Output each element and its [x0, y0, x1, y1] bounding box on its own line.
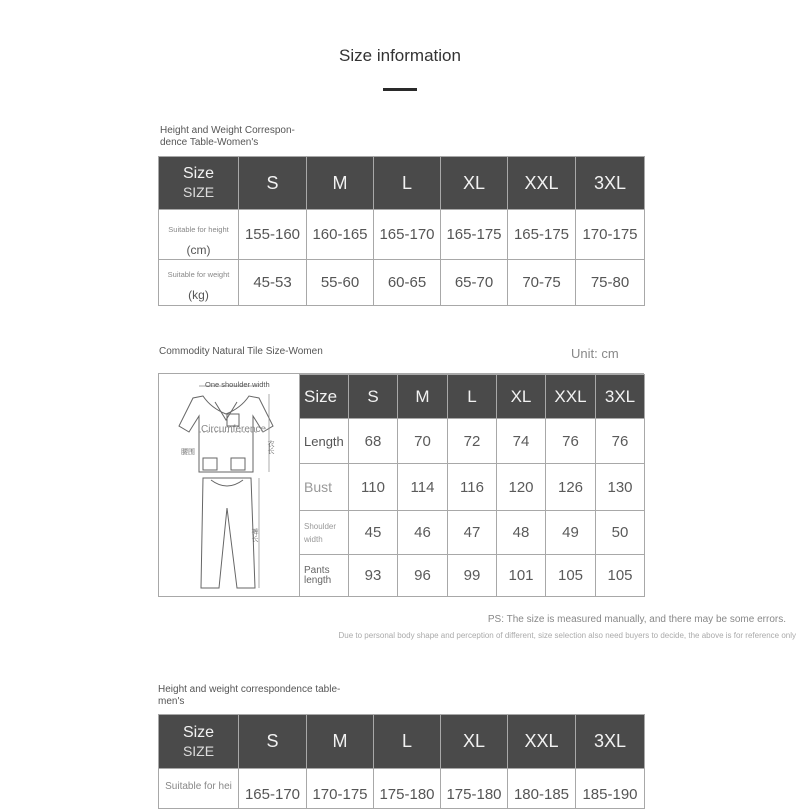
- right-pocket: [231, 458, 245, 470]
- scrubs-illustration: [159, 374, 299, 596]
- size-col-header: L: [374, 157, 441, 210]
- table-cell: 70: [398, 419, 448, 464]
- height-row-label: [159, 769, 239, 809]
- table-cell: 75-80: [576, 260, 645, 306]
- table-cell: 65-70: [441, 260, 508, 306]
- table-cell: 175-180: [374, 769, 441, 809]
- size-col-header: XL: [497, 375, 546, 419]
- length-row-label: Length: [300, 419, 349, 464]
- table-cell: 110: [349, 464, 398, 511]
- length-cn-label: 衣长: [267, 440, 275, 454]
- table-row: [300, 464, 645, 511]
- table-cell: 68: [349, 419, 398, 464]
- table-cell: 45: [349, 511, 398, 555]
- women-hw-caption: [160, 125, 295, 149]
- size-sub-label: SIZE: [182, 742, 215, 759]
- caption-line: Height and Weight Correspon-: [160, 125, 295, 136]
- table-cell: 93: [349, 555, 398, 597]
- table-cell: 120: [497, 464, 546, 511]
- pants-row-label: [300, 555, 349, 597]
- caption-line: Height and weight correspondence table-: [158, 684, 341, 695]
- table-cell: 55-60: [307, 260, 374, 306]
- size-header-cell: [159, 157, 239, 210]
- table-cell: 72: [448, 419, 497, 464]
- shoulder-row-label: [300, 511, 349, 555]
- size-sub-label: SIZE: [182, 184, 215, 200]
- size-col-header: S: [239, 157, 307, 210]
- table-cell: 105: [546, 555, 596, 597]
- table-cell: 48: [497, 511, 546, 555]
- table-row: [159, 210, 645, 260]
- v-neck: [215, 402, 237, 420]
- table-cell: 175-180: [441, 769, 508, 809]
- row-label-text: Suitable for hei: [165, 781, 232, 792]
- size-col-header: XL: [441, 157, 508, 210]
- size-label: Size: [182, 723, 215, 741]
- table-cell: 99: [448, 555, 497, 597]
- table-cell: 70-75: [508, 260, 576, 306]
- table-cell: 105: [596, 555, 645, 597]
- size-label: Size: [182, 165, 215, 182]
- left-pocket: [203, 458, 217, 470]
- table-cell: 165-175: [508, 210, 576, 260]
- table-cell: 126: [546, 464, 596, 511]
- drawstring: [211, 480, 243, 486]
- bust-row-label: Bust: [300, 464, 349, 511]
- table-cell: 170-175: [307, 769, 374, 809]
- waist-cn-label: 腰围: [181, 448, 195, 456]
- height-row-label: [159, 210, 239, 260]
- size-col-header: M: [398, 375, 448, 419]
- table-cell: 96: [398, 555, 448, 597]
- table-cell: 50: [596, 511, 645, 555]
- size-col-header: L: [448, 375, 497, 419]
- women-tile-caption: Commodity Natural Tile Size-Women: [159, 346, 323, 357]
- size-header-cell: [159, 715, 239, 769]
- size-col-header: S: [239, 715, 307, 769]
- size-header-cell: Size: [300, 375, 349, 419]
- row-label-text: Suitable for weight: [167, 270, 230, 279]
- unit-note: Unit: cm: [571, 346, 619, 361]
- size-col-header: 3XL: [576, 157, 645, 210]
- shoulder-label: One shoulder width: [205, 380, 270, 389]
- table-cell: 47: [448, 511, 497, 555]
- men-hw-table: [158, 714, 645, 809]
- table-cell: 160-165: [307, 210, 374, 260]
- size-col-header: M: [307, 157, 374, 210]
- size-col-header: XXL: [508, 715, 576, 769]
- row-label-line: length: [304, 574, 332, 586]
- table-cell: 165-170: [239, 769, 307, 809]
- caption-line: dence Table-Women's: [160, 137, 259, 148]
- table-cell: 76: [546, 419, 596, 464]
- row-label-line: width: [304, 534, 323, 544]
- table-cell: 76: [596, 419, 645, 464]
- ps-note: PS: The size is measured manually, and there may be some errors.: [487, 614, 786, 625]
- table-cell: 155-160: [239, 210, 307, 260]
- row-label-line: Shoulder: [304, 521, 337, 531]
- garment-figure: [159, 374, 300, 596]
- table-cell: 130: [596, 464, 645, 511]
- table-cell: 46: [398, 511, 448, 555]
- table-row: [159, 260, 645, 306]
- size-col-header: XXL: [508, 157, 576, 210]
- row-unit-text: (cm): [186, 243, 211, 257]
- table-cell: 180-185: [508, 769, 576, 809]
- row-label-line: Pants: [304, 564, 330, 576]
- table-cell: 101: [497, 555, 546, 597]
- caption-line: men's: [158, 696, 185, 707]
- table-cell: 114: [398, 464, 448, 511]
- row-unit-text: (kg): [188, 288, 209, 302]
- table-cell: 49: [546, 511, 596, 555]
- size-col-header: S: [349, 375, 398, 419]
- size-col-header: 3XL: [576, 715, 645, 769]
- table-cell: 116: [448, 464, 497, 511]
- table-row: [159, 769, 645, 809]
- table-row: [300, 511, 645, 555]
- size-col-header: M: [307, 715, 374, 769]
- size-col-header: L: [374, 715, 441, 769]
- row-label-text: Suitable for height: [168, 225, 229, 234]
- women-tile-table: [299, 374, 645, 597]
- table-row: [300, 555, 645, 597]
- title-underline: [383, 88, 417, 91]
- circumference-label: Circumference: [201, 424, 267, 435]
- page-title: Size information: [339, 46, 461, 65]
- table-cell: 185-190: [576, 769, 645, 809]
- table-cell: 165-170: [374, 210, 441, 260]
- size-col-header: 3XL: [596, 375, 645, 419]
- table-cell: 170-175: [576, 210, 645, 260]
- men-hw-caption: [158, 684, 340, 708]
- pants-outline: [201, 478, 255, 588]
- women-hw-table: [158, 156, 645, 306]
- table-cell: 165-175: [441, 210, 508, 260]
- table-row: [300, 419, 645, 464]
- table-cell: 60-65: [374, 260, 441, 306]
- table-cell: 74: [497, 419, 546, 464]
- disclaimer-note: Due to personal body shape and perception of different, size selection also need buyers to decide, the above is for reference only: [338, 631, 796, 640]
- size-col-header: XL: [441, 715, 508, 769]
- weight-row-label: [159, 260, 239, 306]
- pants-cn-label: 裤长: [251, 528, 259, 542]
- table-cell: 45-53: [239, 260, 307, 306]
- size-col-header: XXL: [546, 375, 596, 419]
